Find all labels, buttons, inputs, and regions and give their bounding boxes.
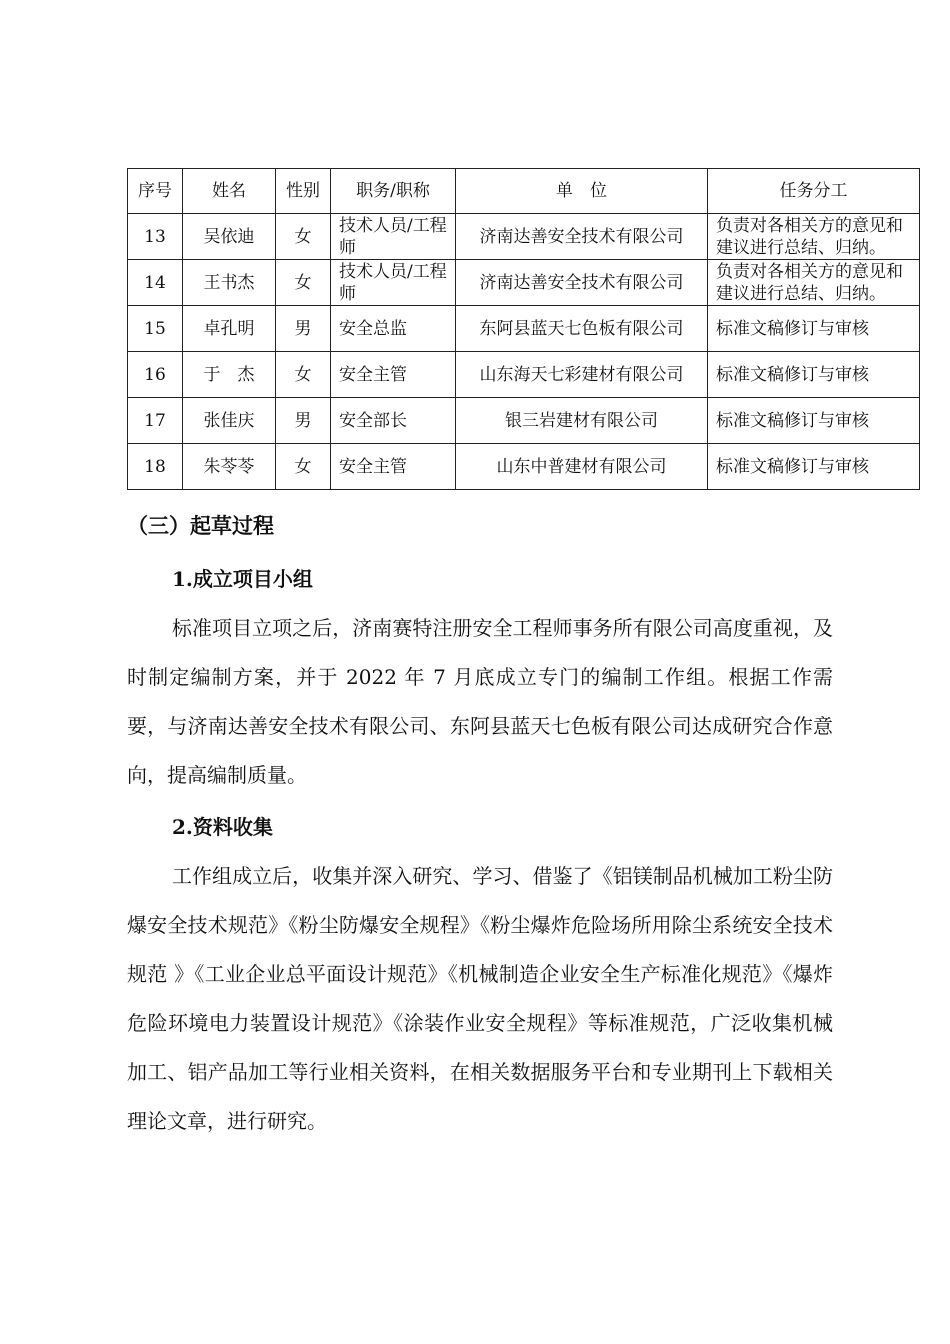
table-row	[128, 214, 920, 260]
cell-title-text: 安全总监	[339, 318, 407, 339]
cell-task	[708, 398, 920, 444]
cell-task	[708, 444, 920, 490]
header-unit: 单 位	[456, 169, 708, 214]
cell-gender: 女	[276, 444, 331, 490]
cell-name: 于 杰	[183, 352, 276, 398]
cell-task-text: 标准文稿修订与审核	[716, 364, 869, 385]
cell-seq: 15	[128, 306, 183, 352]
paragraph-team: 标准项目立项之后，济南赛特注册安全工程师事务所有限公司高度重视，及时制定编制方案，并于 2022 年 7 月底成立专门的编制工作组。根据工作需要，与济南达善安全技术有限公司、东阿县蓝天七色板有限公司达成研究合作意向，提高编制质量。	[127, 616, 833, 787]
cell-gender: 女	[276, 260, 331, 306]
header-title: 职务/职称	[331, 169, 456, 214]
table-row	[128, 398, 920, 444]
cell-task-text: 标准文稿修订与审核	[716, 318, 869, 339]
cell-gender: 男	[276, 306, 331, 352]
cell-task	[708, 260, 920, 306]
cell-gender: 男	[276, 398, 331, 444]
header-name: 姓名	[183, 169, 276, 214]
table-header-row	[128, 169, 920, 214]
cell-name: 朱苓苓	[183, 444, 276, 490]
cell-unit: 济南达善安全技术有限公司	[456, 214, 708, 260]
cell-unit: 山东海天七彩建材有限公司	[456, 352, 708, 398]
header-gender: 性别	[276, 169, 331, 214]
subsection-heading-materials: 2.资料收集	[172, 815, 273, 839]
cell-title	[331, 260, 456, 306]
cell-unit: 银三岩建材有限公司	[456, 398, 708, 444]
cell-title-text: 技术人员/工程师	[339, 261, 447, 304]
cell-title	[331, 352, 456, 398]
table-row	[128, 352, 920, 398]
cell-title-text: 安全部长	[339, 410, 407, 431]
table-row	[128, 260, 920, 306]
cell-task-text: 负责对各相关方的意见和建议进行总结、归纳。	[716, 215, 903, 258]
cell-seq: 18	[128, 444, 183, 490]
subsection-heading-team: 1.成立项目小组	[172, 567, 313, 591]
table-row	[128, 444, 920, 490]
cell-title	[331, 214, 456, 260]
cell-gender: 女	[276, 214, 331, 260]
cell-unit: 东阿县蓝天七色板有限公司	[456, 306, 708, 352]
cell-task-text: 标准文稿修订与审核	[716, 456, 869, 477]
cell-task-text: 标准文稿修订与审核	[716, 410, 869, 431]
cell-task-text: 负责对各相关方的意见和建议进行总结、归纳。	[716, 261, 903, 304]
header-task: 任务分工	[708, 169, 920, 214]
cell-task	[708, 214, 920, 260]
cell-task	[708, 352, 920, 398]
cell-title	[331, 398, 456, 444]
cell-title	[331, 306, 456, 352]
cell-title-text: 技术人员/工程师	[339, 215, 447, 258]
cell-name: 王书杰	[183, 260, 276, 306]
cell-title-text: 安全主管	[339, 456, 407, 477]
cell-unit: 山东中普建材有限公司	[456, 444, 708, 490]
members-table	[127, 168, 920, 490]
cell-seq: 16	[128, 352, 183, 398]
cell-seq: 13	[128, 214, 183, 260]
paragraph-materials: 工作组成立后，收集并深入研究、学习、借鉴了《铝镁制品机械加工粉尘防爆安全技术规范》《粉尘防爆安全规程》《粉尘爆炸危险场所用除尘系统安全技术规范 》《工业企业总平面设计规范》《机械制造企业安全生产标准化规范》《爆炸危险环境电力装置设计规范》《涂装作业安全规程》等标准规范，广泛收集机械加工、铝产品加工等行业相关资料，在相关数据服务平台和专业期刊上下载相关理论文章，进行研究。	[127, 864, 833, 1133]
cell-title	[331, 444, 456, 490]
cell-seq: 17	[128, 398, 183, 444]
header-seq: 序号	[128, 169, 183, 214]
table-row	[128, 306, 920, 352]
cell-task	[708, 306, 920, 352]
cell-seq: 14	[128, 260, 183, 306]
section-heading: （三）起草过程	[127, 513, 274, 538]
cell-gender: 女	[276, 352, 331, 398]
cell-name: 卓孔明	[183, 306, 276, 352]
cell-title-text: 安全主管	[339, 364, 407, 385]
cell-name: 张佳庆	[183, 398, 276, 444]
cell-name: 吴依迪	[183, 214, 276, 260]
cell-unit: 济南达善安全技术有限公司	[456, 260, 708, 306]
